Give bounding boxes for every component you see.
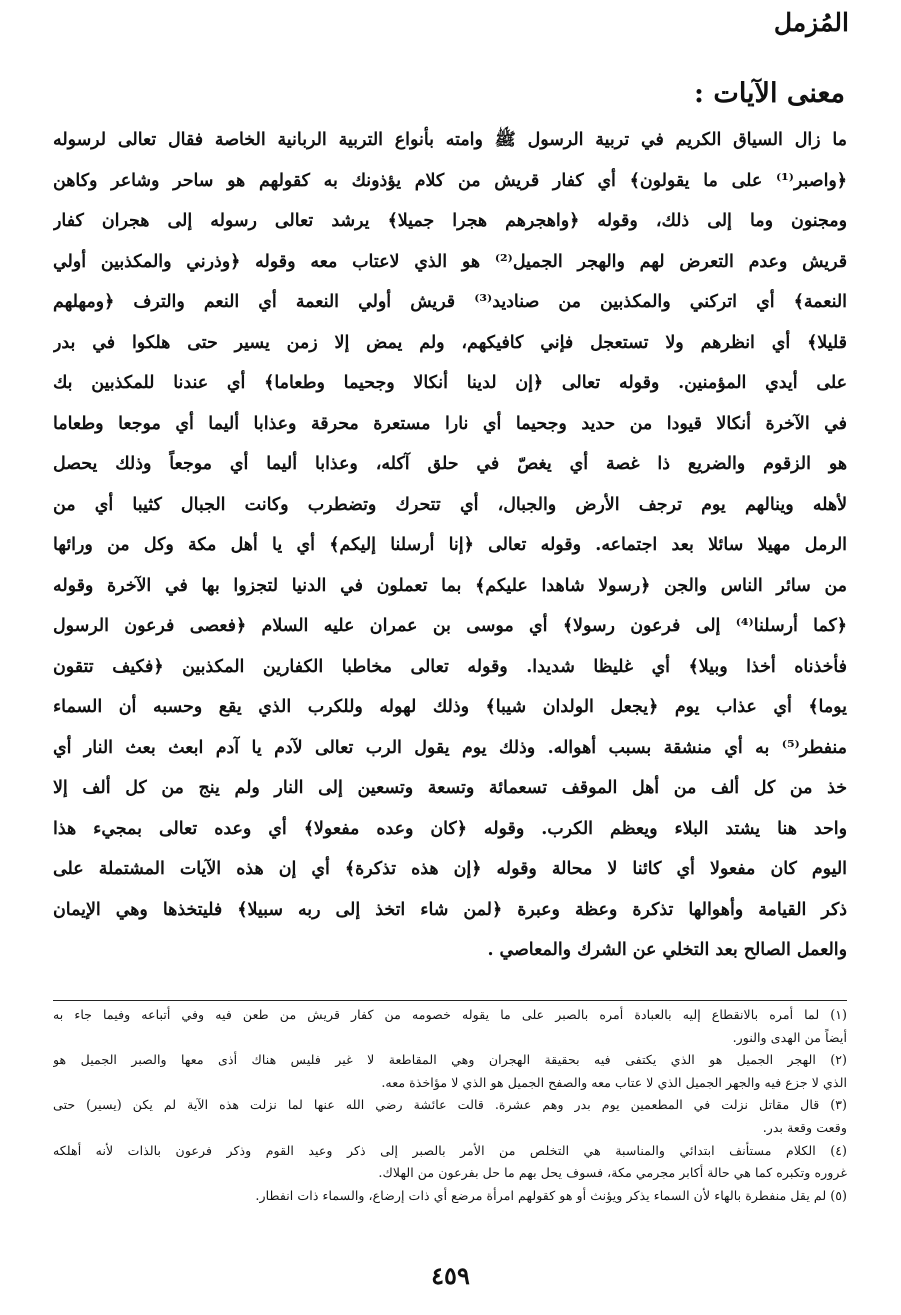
footnote-line: أيضاً من الهدى والنور. [732,1029,847,1045]
body-line: واحد هنا يشتد البلاء ويعظم الكرب. وقوله ﴿كان وعده مفعولا﴾ أي وعده تعالى بمجيء هذا [53,818,847,839]
body-line: قريش وعدم التعرض لهم والهجر الجميل⁽²⁾ هو الذي لاعتاب معه وقوله ﴿وذرني والمكذبين أولي [53,251,847,272]
body-line: لأهله وينالهم يوم ترجف الأرض والجبال، أي تتحرك وتضطرب وكانت الجبال كثيبا أي من [53,494,847,515]
footnote-line: غروره وتكبره كما هي حالة أكابر مجرمي مكة، فسوف يحل بهم ما حل بفرعون من الهلاك. [378,1165,847,1181]
body-line: من سائر الناس والجن ﴿رسولا شاهدا عليكم﴾ بما تعملون في الدنيا لتجزوا بها في الآخرة وقوله [53,575,847,596]
footnote-separator [53,1000,847,1001]
footnote-line: (٤) الكلام مستأنف ابتدائي والمناسبة هي التخلص من الأمر بالصبر إلى ذكر وعيد القوم وذكر فرعون بالذات لأنه أهلكه [53,1142,847,1158]
body-line: في الآخرة أنكالا قيودا من حديد وجحيما أي نارا مستعرة محرقة وعذابا أليما أي موجعا وطعاما [53,413,847,434]
footnotes [53,1004,847,1207]
body-line: هو الزقوم والضريع ذا غصة أي يغصّ في حلق آكله، وعذابا أليما أي موجعاً وذلك يحصل [53,454,847,474]
footnote-line: (٣) قال مقاتل نزلت في المطعمين يوم بدر وهم عشرة. قالت عائشة رضي الله عنها لما نزلت هذه الآية لم يكن (يسير) حتى [53,1097,847,1113]
page-number: ٤٥٩ [431,1261,470,1290]
body-line: على أيدي المؤمنين. وقوله تعالى ﴿إن لدينا أنكالا وجحيما وطعاما﴾ أي عندنا للمكذبين بك [53,373,847,393]
body-line: ذكر القيامة وأهوالها تذكرة وعظة وعبرة ﴿لمن شاء اتخذ إلى ربه سبيلا﴾ فليتخذها وهي الإيمان [53,899,847,920]
body-line: ما زال السياق الكريم في تربية الرسول ﷺ وامته بأنواع التربية الربانية الخاصة فقال تعالى لرسوله [53,130,847,150]
body-line: ﴿كما أرسلنا⁽⁴⁾ إلى فرعون رسولا﴾ أي موسى بن عمران عليه السلام ﴿فعصى فرعون الرسول [53,616,847,636]
footnote-line: الذي لا جزع فيه والجهر الجميل الذي لا عتاب معه والصفح الجميل هو الذي لا مؤاخذة معه. [381,1074,847,1090]
footnote-line: (١) لما أمره بالانقطاع إليه بالعبادة أمره بالصبر على ما يقوله خصومه من كفار قريش من طعن فيه وفي أتباعه وفيما جاء به [53,1007,847,1022]
body-line: الرمل مهيلا سائلا بعد اجتماعه. وقوله تعالى ﴿إنا أرسلنا إليكم﴾ أي يا أهل مكة وكل من ورائها [53,535,847,555]
body-line: اليوم كان مفعولا أي كائنا لا محالة وقوله ﴿إن هذه تذكرة﴾ أي إن هذه الآيات المشتملة على [53,859,847,879]
body-line: فأخذناه أخذا وبيلا﴾ أي غليظا شديدا. وقوله تعالى مخاطبا الكفارين المكذبين ﴿فكيف تتقون [53,656,847,677]
body-line: ومجنون وما إلى ذلك، وقوله ﴿واهجرهم هجرا جميلا﴾ يرشد تعالى رسوله إلى هجران كفار [53,211,847,231]
section-title: معنى الآيات : [694,78,845,109]
footnote-line: (٥) لم يقل منفطرة بالهاء لأن السماء يذكر ويؤنث أو هو كقولهم امرأة مرضع أي ذات إرضاع، والسماء ذات انفطار. [255,1187,847,1203]
body-line: منفطر⁽⁵⁾ به أي منشقة بسبب أهواله. وذلك يوم يقول الرب تعالى لآدم يا آدم ابعث بعث النار أي [53,737,847,758]
footnote-line: وقعت وقعة بدر. [762,1119,847,1135]
body-text [53,120,847,971]
body-line: خذ من كل ألف من أهل الموقف تسعمائة وتسعة وتسعين إلى النار ولم ينج من كل ألف إلا [53,778,847,798]
running-head: المُزمل [773,8,849,37]
body-line: قليلا﴾ أي انظرهم ولا تستعجل فإني كافيكهم، ولم يمض إلا زمن يسير حتى هلكوا في بدر [53,332,847,353]
footnote-line: (٢) الهجر الجميل هو الذي يكتفى فيه بحقيقة الهجران وهي المقاطعة لا غير فليس هناك أذى معها والصبر الجميل هو [53,1052,847,1068]
body-line: ﴿واصبر⁽¹⁾ على ما يقولون﴾ أي كفار قريش من كلام يؤذونك به كقولهم هو ساحر وشاعر وكاهن [53,170,847,191]
body-line: يوما﴾ أي عذاب يوم ﴿يجعل الولدان شيبا﴾ وذلك لهوله وللكرب الذي يقع وحسبه أن السماء [53,697,847,717]
body-line: النعمة﴾ أي اتركني والمكذبين من صناديد⁽³⁾ قريش أولي النعمة أي النعم والترف ﴿ومهلهم [53,292,847,312]
body-line-last: والعمل الصالح بعد التخلي عن الشرك والمعاصي . [487,940,847,960]
